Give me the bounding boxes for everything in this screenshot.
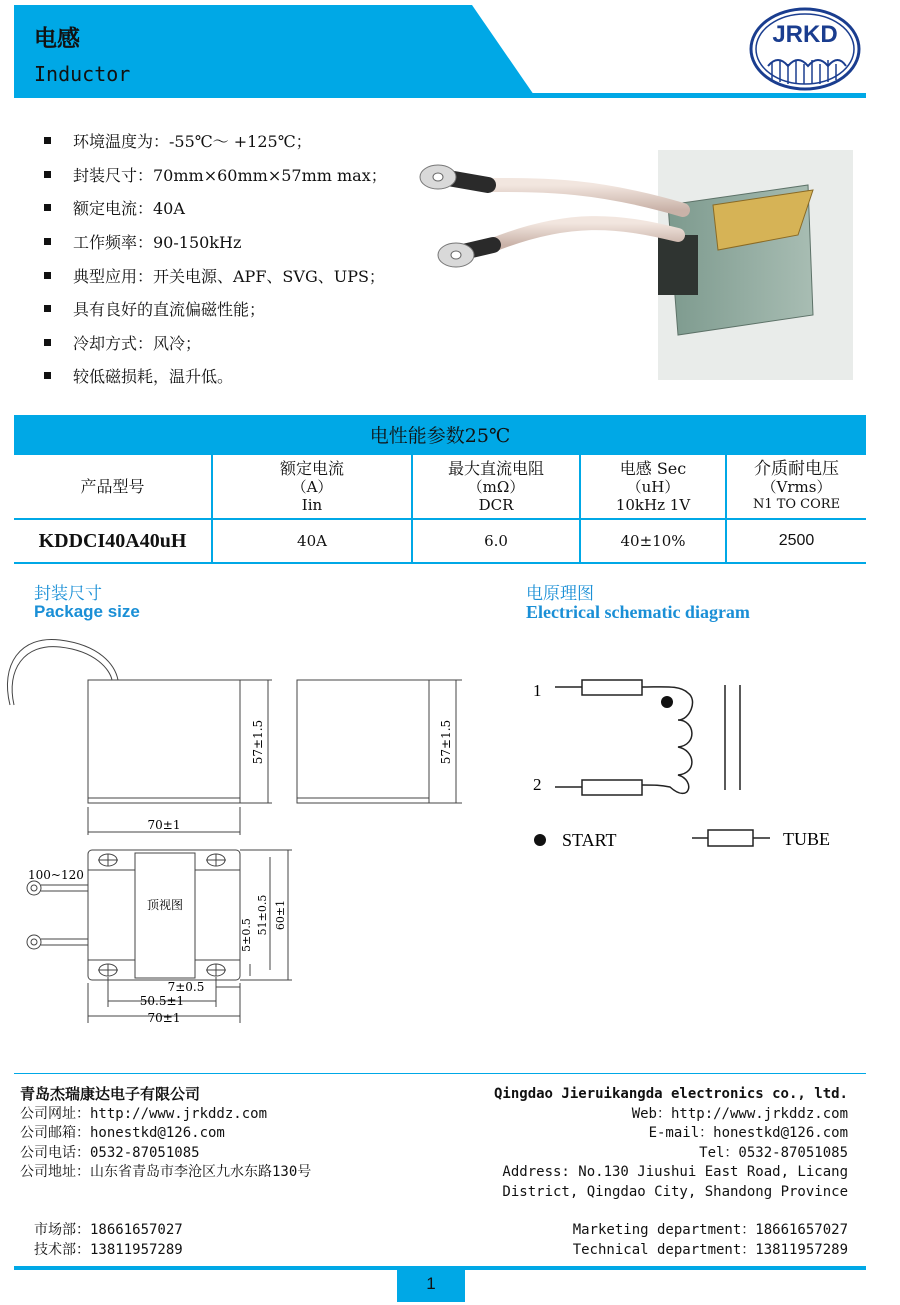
header-inductance: 电感 Sec （uH） 10kHz 1V — [615, 458, 691, 514]
package-title-en: Package size — [34, 602, 140, 621]
pin-1-label: 1 — [533, 681, 542, 700]
technical-cn: 技术部：13811957289 — [34, 1242, 183, 1258]
email-en: E-mail：honestkd@126.com — [648, 1125, 848, 1141]
package-drawing — [0, 625, 470, 1035]
table-rule — [14, 562, 866, 564]
address-en-line1: Address: No.130 Jiushui East Road, Licang — [502, 1164, 848, 1180]
table-title: 电性能参数25℃ — [14, 415, 866, 453]
technical-en: Technical department：13811957289 — [572, 1242, 848, 1258]
dim-height-front: 57±1.5 — [251, 719, 265, 765]
feature-item: 封装尺寸：70mm×60mm×57mm max； — [44, 158, 387, 192]
bullet-icon — [44, 238, 51, 245]
bullet-icon — [44, 339, 51, 346]
header-dcr: 最大直流电阻 （mΩ） DCR — [447, 458, 544, 514]
bullet-icon — [44, 372, 51, 379]
feature-item: 具有良好的直流偏磁性能； — [44, 292, 387, 326]
table-cell-voltage: 2500 — [778, 532, 815, 549]
address-en-line2: District, Qingdao City, Shandong Province — [502, 1184, 848, 1200]
bullet-icon — [44, 137, 51, 144]
feature-item: 典型应用：开关电源、APF、SVG、UPS； — [44, 258, 387, 292]
email-cn: 公司邮箱：honestkd@126.com — [20, 1125, 225, 1141]
dim-70-bottom: 70±1 — [147, 1011, 181, 1025]
top-view-label: 顶视图 — [146, 898, 184, 912]
tube-label: TUBE — [783, 829, 830, 849]
page-title-en: Inductor — [34, 62, 131, 86]
bullet-icon — [44, 305, 51, 312]
pin-2-label: 2 — [533, 775, 542, 794]
company-name-en: Qingdao Jieruikangda electronics co., ltd. — [493, 1086, 848, 1102]
marketing-cn: 市场部：18661657027 — [34, 1222, 183, 1238]
dim-width-front: 70±1 — [147, 818, 181, 832]
page-number: 1 — [397, 1266, 465, 1302]
table-cell-inductance: 40±10% — [620, 532, 686, 550]
feature-item: 工作频率：90-150kHz — [44, 225, 387, 259]
feature-item: 冷却方式：风冷； — [44, 326, 387, 360]
company-logo — [748, 6, 862, 92]
header-rule — [14, 93, 866, 98]
start-legend-icon — [534, 834, 546, 846]
feature-item: 额定电流：40A — [44, 191, 387, 225]
header-withstand-voltage: 介质耐电压 （Vrms） N1 TO CORE — [752, 458, 841, 512]
company-name-cn: 青岛杰瑞康达电子有限公司 — [20, 1086, 201, 1103]
package-title-cn: 封装尺寸 — [34, 584, 102, 604]
web-cn: 公司网址：http://www.jrkddz.com — [20, 1106, 268, 1122]
feature-item: 较低磁损耗，温升低。 — [44, 359, 387, 393]
bullet-icon — [44, 272, 51, 279]
schematic-diagram — [520, 665, 860, 860]
header-rated-current: 额定电流 （A） Iin — [279, 458, 344, 514]
feature-list — [44, 124, 387, 393]
product-photo — [418, 145, 858, 385]
table-cell-model: KDDCI40A40uH — [38, 530, 187, 552]
start-dot-icon — [661, 696, 673, 708]
marketing-en: Marketing department：18661657027 — [572, 1222, 848, 1238]
web-en: Web：http://www.jrkddz.com — [631, 1106, 848, 1122]
header-model: 产品型号 — [80, 476, 145, 496]
table-cell-dcr: 6.0 — [484, 532, 508, 550]
tel-cn: 公司电话：0532-87051085 — [20, 1145, 200, 1161]
table-cell-current: 40A — [297, 532, 327, 550]
schematic-title-en: Electrical schematic diagram — [526, 602, 750, 622]
dim-7: 7±0.5 — [167, 980, 205, 994]
logo-text: JRKD — [772, 21, 838, 48]
address-cn: 公司地址：山东省青岛市李沧区九水东路130号 — [20, 1164, 312, 1180]
bullet-icon — [44, 204, 51, 211]
tel-en: Tel：0532-87051085 — [699, 1145, 848, 1161]
page-title-cn: 电感 — [34, 25, 80, 51]
dim-50-5: 50.5±1 — [139, 994, 185, 1008]
dim-51: 51±0.5 — [256, 894, 269, 936]
footer-rule — [14, 1073, 866, 1074]
feature-item: 环境温度为：-55℃～ +125℃； — [44, 124, 387, 158]
bullet-icon — [44, 171, 51, 178]
dim-5: 5±0.5 — [240, 918, 253, 952]
dim-height-side: 57±1.5 — [439, 719, 453, 765]
schematic-title-cn: 电原理图 — [526, 584, 594, 604]
dim-lead-length: 100~120 — [28, 868, 84, 882]
start-label: START — [562, 830, 617, 850]
dim-60: 60±1 — [274, 899, 287, 931]
